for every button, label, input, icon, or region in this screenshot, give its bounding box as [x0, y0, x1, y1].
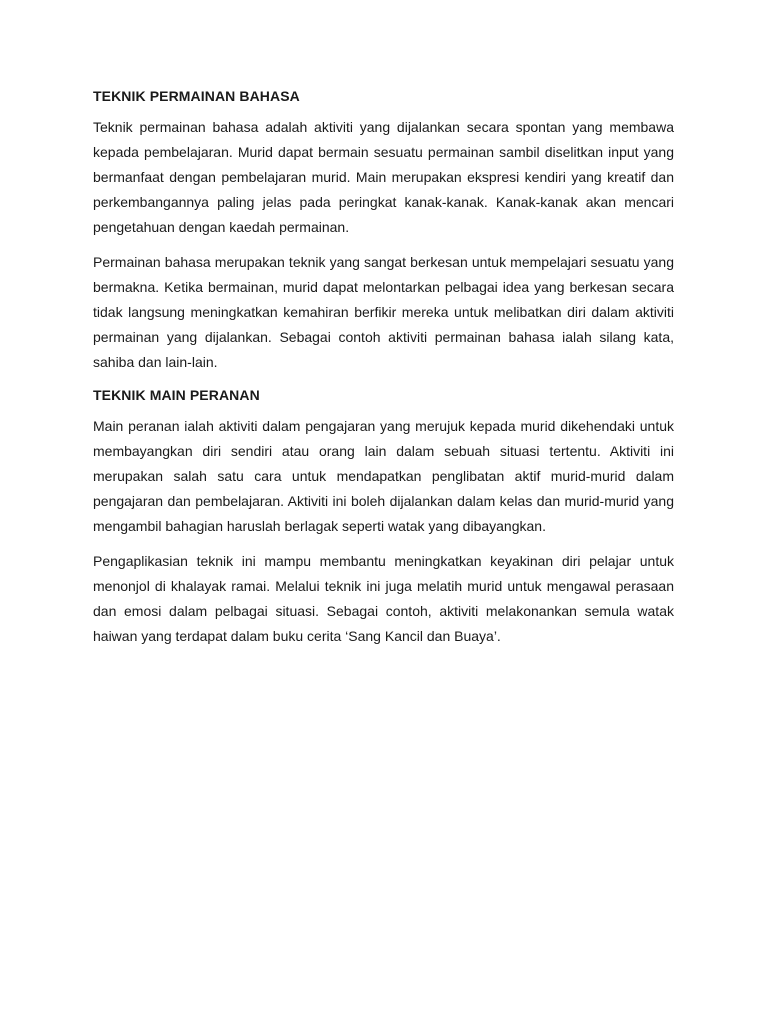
section-teknik-permainan-bahasa [93, 86, 674, 375]
section-heading: TEKNIK MAIN PERANAN [93, 387, 260, 403]
section-heading: TEKNIK PERMAINAN BAHASA [93, 88, 300, 104]
document-body [93, 86, 674, 659]
paragraph: Main peranan ialah aktiviti dalam pengajaran yang merujuk kepada murid dikehendaki untuk membayangkan diri sendiri atau orang lain dalam sebuah situasi tertentu. Aktiviti ini merupakan salah satu cara untuk mendapatkan penglibatan aktif murid-murid dalam pengajaran dan pembelajaran. Aktiviti ini boleh dijalankan dalam kelas dan murid-murid yang mengambil bahagian haruslah berlagak seperti watak yang dibayangkan. [93, 418, 674, 534]
paragraph: Pengaplikasian teknik ini mampu membantu meningkatkan keyakinan diri pelajar untuk menonjol di khalayak ramai. Melalui teknik ini juga melatih murid untuk mengawal perasaan dan emosi dalam pelbagai situasi. Sebagai contoh, aktiviti melakonankan semula watak haiwan yang terdapat dalam buku cerita ‘Sang Kancil dan Buaya’. [93, 553, 674, 644]
paragraph: Teknik permainan bahasa adalah aktiviti yang dijalankan secara spontan yang membawa kepada pembelajaran. Murid dapat bermain sesuatu permainan sambil diselitkan input yang bermanfaat dengan pembelajaran murid. Main merupakan ekspresi kendiri yang kreatif dan perkembangannya paling jelas pada peringkat kanak-kanak. Kanak-kanak akan mencari pengetahuan dengan kaedah permainan. [93, 119, 674, 235]
section-teknik-main-peranan [93, 385, 674, 649]
paragraph: Permainan bahasa merupakan teknik yang sangat berkesan untuk mempelajari sesuatu yang bermakna. Ketika bermainan, murid dapat melontarkan pelbagai idea yang berkesan secara tidak langsung meningkatkan kemahiran berfikir mereka untuk melibatkan diri dalam aktiviti permainan yang dijalankan. Sebagai contoh aktiviti permainan bahasa ialah silang kata, sahiba dan lain-lain. [93, 254, 674, 370]
